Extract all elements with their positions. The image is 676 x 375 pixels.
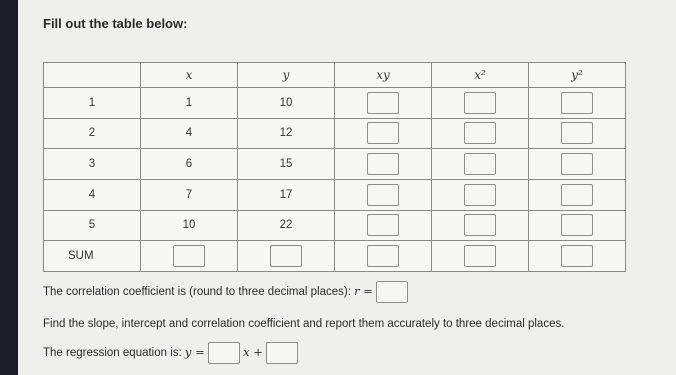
xy-input[interactable]: [367, 184, 399, 206]
regression-lhs: y =: [184, 345, 205, 360]
x-value: 4: [141, 118, 238, 149]
xy-input[interactable]: [367, 214, 399, 236]
sum-xy-cell: [335, 241, 432, 272]
correlation-text: The correlation coefficient is (round to three decimal places):: [43, 286, 351, 299]
y2-input[interactable]: [561, 92, 593, 114]
sum-row: [44, 241, 626, 272]
sum-x-cell: [141, 241, 238, 272]
xy-input[interactable]: [367, 92, 399, 114]
table-header-row: [44, 63, 626, 88]
regression-line: [43, 342, 298, 364]
x-value: 1: [141, 88, 238, 119]
window-left-edge: [0, 0, 18, 375]
y-value: 15: [238, 149, 335, 180]
row-label: 3: [44, 149, 141, 180]
x2-input[interactable]: [464, 122, 496, 144]
intercept-input[interactable]: [266, 342, 298, 364]
xy-cell: [335, 118, 432, 149]
table-row: [44, 210, 626, 241]
x2-input[interactable]: [464, 153, 496, 175]
sum-x-input[interactable]: [173, 245, 205, 267]
table-row: [44, 179, 626, 210]
sum-y-input[interactable]: [270, 245, 302, 267]
xy-cell: [335, 88, 432, 119]
task-text: Find the slope, intercept and correlation coefficient and report them accurately to three decimal places.: [43, 318, 565, 330]
row-label: 5: [44, 210, 141, 241]
y2-cell: [529, 179, 626, 210]
header-x: x: [141, 63, 238, 88]
table-row: [44, 88, 626, 119]
correlation-symbol: r =: [354, 284, 373, 299]
y2-cell: [529, 118, 626, 149]
y2-input[interactable]: [561, 214, 593, 236]
x2-cell: [432, 118, 529, 149]
xy-input[interactable]: [367, 153, 399, 175]
instruction-text: Fill out the table below:: [43, 16, 188, 31]
xy-cell: [335, 149, 432, 180]
y2-input[interactable]: [561, 184, 593, 206]
x2-input[interactable]: [464, 92, 496, 114]
x-value: 10: [141, 210, 238, 241]
y2-cell: [529, 149, 626, 180]
x2-cell: [432, 88, 529, 119]
regression-mid: x +: [243, 345, 263, 360]
row-label: 2: [44, 118, 141, 149]
y-value: 12: [238, 118, 335, 149]
sum-xy-input[interactable]: [367, 245, 399, 267]
sum-y2-cell: [529, 241, 626, 272]
header-xy: xy: [335, 63, 432, 88]
x2-input[interactable]: [464, 214, 496, 236]
xy-cell: [335, 210, 432, 241]
sum-y-cell: [238, 241, 335, 272]
y-value: 22: [238, 210, 335, 241]
y2-cell: [529, 88, 626, 119]
slope-input[interactable]: [208, 342, 240, 364]
y2-cell: [529, 210, 626, 241]
row-label: 4: [44, 179, 141, 210]
correlation-input[interactable]: [376, 281, 408, 303]
y2-input[interactable]: [561, 122, 593, 144]
row-label: 1: [44, 88, 141, 119]
xy-input[interactable]: [367, 122, 399, 144]
regression-text: The regression equation is:: [43, 347, 182, 360]
table-row: [44, 118, 626, 149]
sum-x2-cell: [432, 241, 529, 272]
header-x-squared: x²: [432, 63, 529, 88]
y-value: 17: [238, 179, 335, 210]
x2-cell: [432, 210, 529, 241]
sum-label: SUM: [44, 241, 141, 272]
x2-cell: [432, 149, 529, 180]
table-row: [44, 149, 626, 180]
x-value: 7: [141, 179, 238, 210]
y2-input[interactable]: [561, 153, 593, 175]
header-index: [44, 63, 141, 88]
y-value: 10: [238, 88, 335, 119]
sum-x2-input[interactable]: [464, 245, 496, 267]
header-y-squared: y²: [529, 63, 626, 88]
correlation-line: [43, 281, 408, 303]
x2-cell: [432, 179, 529, 210]
regression-table: [43, 62, 626, 272]
header-y: y: [238, 63, 335, 88]
sum-y2-input[interactable]: [561, 245, 593, 267]
x-value: 6: [141, 149, 238, 180]
x2-input[interactable]: [464, 184, 496, 206]
xy-cell: [335, 179, 432, 210]
